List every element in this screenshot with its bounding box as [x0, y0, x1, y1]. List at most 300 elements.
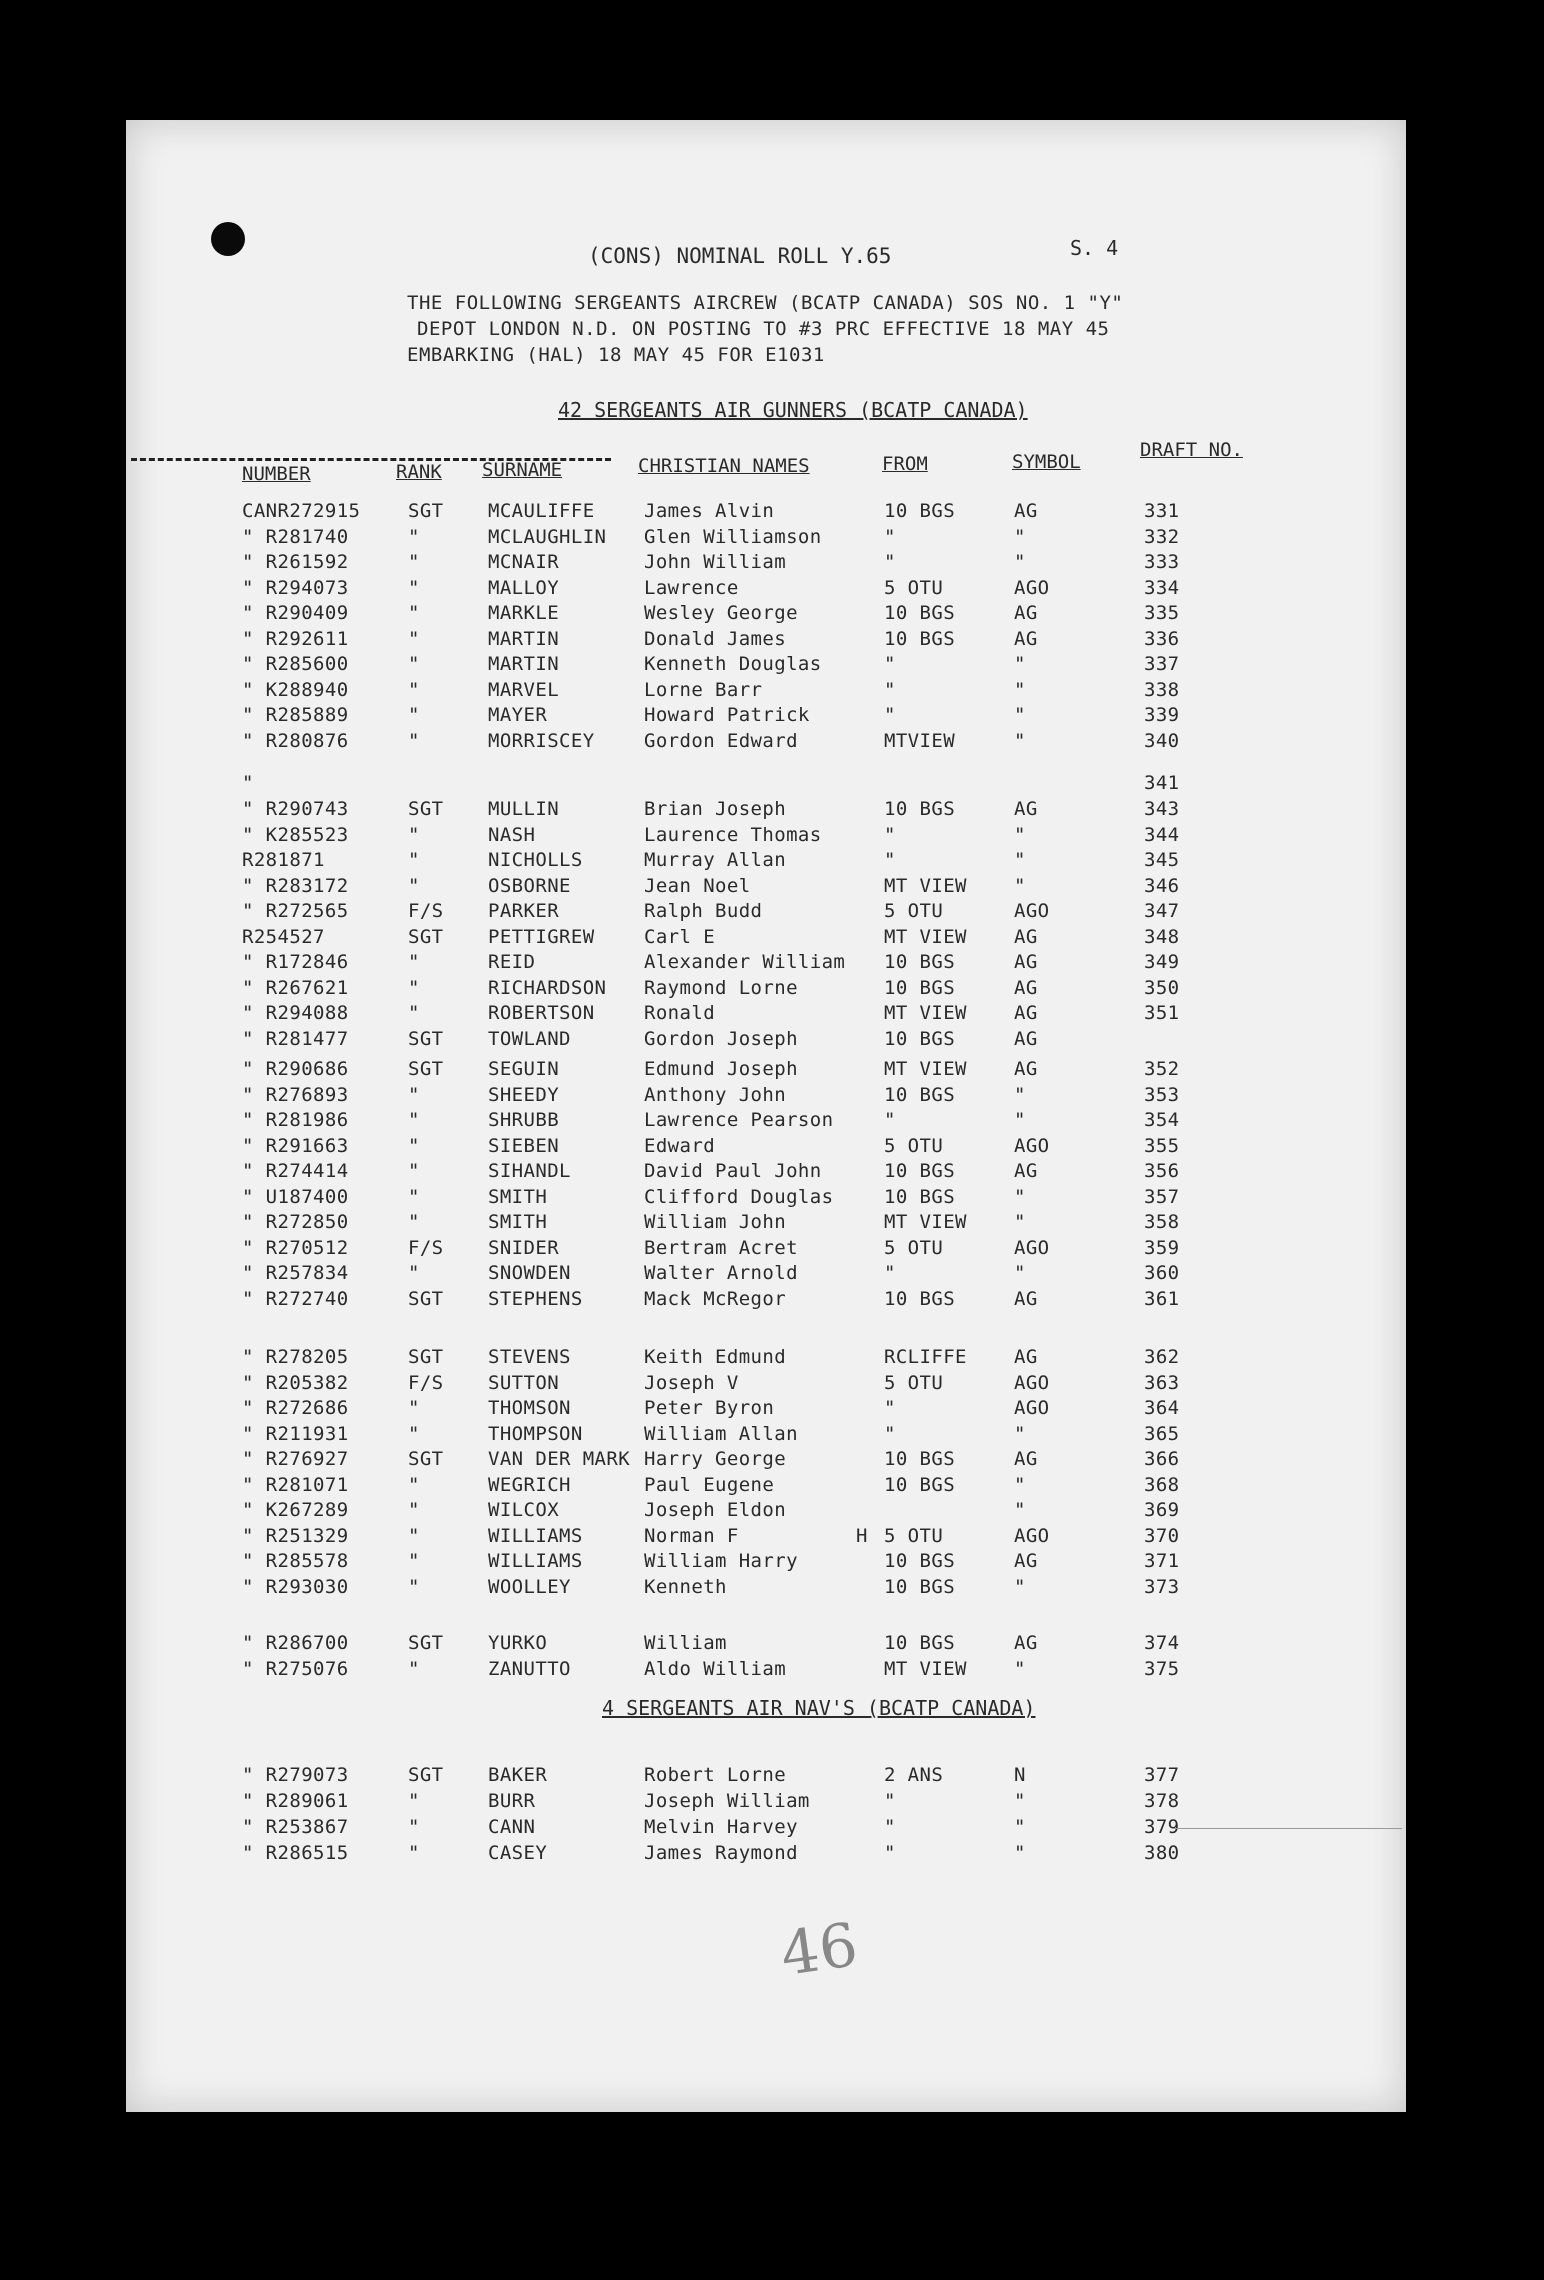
column-header-rank: RANK	[396, 461, 442, 483]
christian-names-cell: Anthony John	[644, 1083, 787, 1106]
table-row	[126, 653, 1406, 679]
christian-names-cell: Kenneth Douglas	[644, 653, 822, 675]
column-header-symbol: SYMBOL	[1012, 451, 1081, 473]
christian-names-cell: William John	[644, 1211, 787, 1233]
draft-number-cell: 379	[1144, 1816, 1180, 1838]
rank-cell: SGT	[408, 1058, 444, 1080]
christian-names-cell: Howard Patrick	[644, 704, 810, 726]
service-number-cell: " R274414	[242, 1160, 349, 1182]
draft-number-cell: 360	[1144, 1262, 1180, 1284]
rank-cell: "	[408, 576, 420, 599]
table-row	[126, 500, 1406, 526]
rank-cell: "	[408, 1473, 420, 1496]
posted-from-cell: "	[884, 1842, 896, 1864]
rank-cell: "	[408, 1083, 420, 1106]
christian-names-cell: Edmund Joseph	[644, 1058, 798, 1080]
symbol-cell: "	[1014, 823, 1026, 846]
rank-cell: "	[408, 1550, 420, 1572]
posted-from-cell: 5 OTU	[884, 1524, 944, 1547]
rank-cell: "	[408, 951, 420, 973]
table-row	[126, 1002, 1406, 1028]
symbol-cell: AG	[1014, 925, 1038, 948]
christian-names-cell: Peter Byron	[644, 1397, 775, 1419]
posted-from-cell: 10 BGS	[884, 602, 956, 624]
service-number-cell: " R278205	[242, 1346, 349, 1368]
surname-cell: SHRUBB	[488, 1109, 560, 1131]
table-row	[126, 1764, 1406, 1790]
christian-names-cell: Donald James	[644, 627, 787, 650]
rank-cell: "	[408, 874, 420, 897]
service-number-cell: " R290686	[242, 1058, 349, 1080]
surname-cell: SMITH	[488, 1185, 548, 1208]
symbol-cell: AG	[1014, 1160, 1038, 1182]
posted-from-cell: "	[884, 678, 896, 701]
christian-names-cell: Edward	[644, 1134, 716, 1157]
surname-cell: WOOLLEY	[488, 1575, 571, 1598]
draft-number-cell: 348	[1144, 925, 1180, 948]
draft-number-cell: 358	[1144, 1211, 1180, 1233]
draft-number-cell: 363	[1144, 1371, 1180, 1394]
table-row	[126, 1372, 1406, 1398]
column-header-from: FROM	[882, 453, 928, 475]
table-row	[126, 526, 1406, 552]
surname-cell: ZANUTTO	[488, 1658, 571, 1680]
table-row	[126, 704, 1406, 730]
service-number-cell: " R205382	[242, 1371, 349, 1394]
posted-from-cell: MT VIEW	[884, 925, 967, 948]
christian-names-cell: Murray Allan	[644, 849, 787, 871]
draft-number-cell: 343	[1144, 798, 1180, 820]
surname-cell: NASH	[488, 823, 536, 846]
christian-names-cell: Paul Eugene	[644, 1473, 775, 1496]
service-number-cell: " R289061	[242, 1790, 349, 1812]
posted-from-cell: 2 ANS	[884, 1764, 944, 1786]
surname-cell: MARTIN	[488, 653, 560, 675]
symbol-cell: AG	[1014, 602, 1038, 624]
christian-names-cell: Gordon Edward	[644, 729, 798, 752]
christian-names-cell: Mack McRegor	[644, 1287, 787, 1310]
table-row	[126, 824, 1406, 850]
christian-names-cell: Lawrence	[644, 576, 739, 599]
service-number-cell: " R267621	[242, 976, 349, 999]
christian-names-cell: Brian Joseph	[644, 798, 787, 820]
rank-cell: SGT	[408, 500, 444, 522]
service-number-cell: " R272565	[242, 900, 349, 922]
table-row	[126, 679, 1406, 705]
draft-number-cell: 369	[1144, 1499, 1180, 1521]
surname-cell: MALLOY	[488, 576, 560, 599]
posted-from-cell: MTVIEW	[884, 729, 956, 752]
symbol-cell: "	[1014, 551, 1026, 573]
table-row	[126, 772, 1406, 798]
christian-names-cell: William Harry	[644, 1550, 798, 1572]
posted-from-cell: MT VIEW	[884, 1211, 967, 1233]
christian-names-cell: Lorne Barr	[644, 678, 763, 701]
christian-names-cell: Aldo William	[644, 1658, 787, 1680]
draft-number-cell: 341	[1144, 772, 1180, 794]
surname-cell: MCAULIFFE	[488, 500, 595, 522]
service-number-cell: " R211931	[242, 1422, 349, 1445]
service-number-cell: " R257834	[242, 1262, 349, 1284]
christian-names-cell: James Raymond	[644, 1842, 798, 1864]
service-number-cell: " R283172	[242, 874, 349, 897]
surname-cell: BURR	[488, 1790, 536, 1812]
surname-cell: OSBORNE	[488, 874, 571, 897]
surname-cell: PETTIGREW	[488, 925, 595, 948]
christian-names-cell: Alexander William	[644, 951, 846, 973]
posted-from-cell: "	[884, 1816, 896, 1838]
symbol-cell: "	[1014, 1658, 1026, 1680]
table-row	[126, 1058, 1406, 1084]
draft-number-cell: 347	[1144, 900, 1180, 922]
draft-number-cell: 334	[1144, 576, 1180, 599]
service-number-cell: " R285889	[242, 704, 349, 726]
rank-cell: "	[408, 678, 420, 701]
posted-from-cell: 10 BGS	[884, 1287, 956, 1310]
surname-cell: WEGRICH	[488, 1473, 571, 1496]
service-number-cell: " R281477	[242, 1027, 349, 1050]
surname-cell: REID	[488, 951, 536, 973]
posted-from-cell: "	[884, 849, 896, 871]
symbol-cell: AG	[1014, 1346, 1038, 1368]
service-number-cell: " R276927	[242, 1448, 349, 1470]
christian-names-cell: Robert Lorne	[644, 1764, 787, 1786]
christian-names-cell: Joseph V	[644, 1371, 739, 1394]
posted-from-cell: "	[884, 1262, 896, 1284]
christian-names-cell: Laurence Thomas	[644, 823, 822, 846]
service-number-cell: " R272850	[242, 1211, 349, 1233]
section-title-air-gunners: 42 SERGEANTS AIR GUNNERS (BCATP CANADA)	[558, 398, 1028, 422]
posted-from-cell: 10 BGS	[884, 976, 956, 999]
posted-from-cell: "	[884, 525, 896, 548]
symbol-cell: AG	[1014, 500, 1038, 522]
draft-number-cell: 340	[1144, 729, 1180, 752]
draft-number-cell: 377	[1144, 1764, 1180, 1786]
surname-cell: SIHANDL	[488, 1160, 571, 1182]
symbol-cell: AG	[1014, 1448, 1038, 1470]
draft-number-cell: 338	[1144, 678, 1180, 701]
rank-cell: F/S	[408, 1371, 444, 1394]
column-header-draft-no: DRAFT NO.	[1140, 439, 1243, 461]
table-row	[126, 1262, 1406, 1288]
service-number-cell: " R286700	[242, 1632, 349, 1654]
christian-names-cell: David Paul John	[644, 1160, 822, 1182]
symbol-cell: "	[1014, 1422, 1026, 1445]
symbol-cell: "	[1014, 525, 1026, 548]
posted-from-cell: "	[884, 1109, 896, 1131]
table-row	[126, 1346, 1406, 1372]
posted-from-cell: "	[884, 823, 896, 846]
surname-cell: SNOWDEN	[488, 1262, 571, 1284]
table-row	[126, 1658, 1406, 1684]
rank-cell: SGT	[408, 925, 444, 948]
rank-cell: F/S	[408, 1236, 444, 1259]
posted-from-cell: RCLIFFE	[884, 1346, 967, 1368]
draft-number-cell: 373	[1144, 1575, 1180, 1598]
christian-names-cell: Bertram Acret	[644, 1236, 798, 1259]
page-reference: S. 4	[1070, 236, 1119, 260]
rank-cell: "	[408, 1658, 420, 1680]
rank-cell: "	[408, 1134, 420, 1157]
rank-cell: "	[408, 1109, 420, 1131]
service-number-cell: " R270512	[242, 1236, 349, 1259]
symbol-cell: AGO	[1014, 576, 1050, 599]
symbol-cell: AG	[1014, 1027, 1038, 1050]
symbol-cell: AG	[1014, 627, 1038, 650]
table-row	[126, 1499, 1406, 1525]
christian-names-cell: Joseph William	[644, 1790, 810, 1812]
service-number-cell: "	[242, 772, 254, 794]
surname-cell: CASEY	[488, 1842, 548, 1864]
column-header-christian-names: CHRISTIAN NAMES	[638, 455, 810, 477]
symbol-cell: AG	[1014, 1287, 1038, 1310]
symbol-cell: AG	[1014, 1550, 1038, 1572]
draft-number-cell: 333	[1144, 551, 1180, 573]
pencil-rule	[1172, 1828, 1402, 1829]
rank-cell: "	[408, 1185, 420, 1208]
draft-number-cell: 368	[1144, 1473, 1180, 1496]
table-row	[126, 1397, 1406, 1423]
posted-from-cell: "	[884, 1422, 896, 1445]
surname-cell: SIEBEN	[488, 1134, 560, 1157]
symbol-cell: AG	[1014, 1632, 1038, 1654]
table-row	[126, 628, 1406, 654]
symbol-cell: "	[1014, 1185, 1026, 1208]
service-number-cell: " R272686	[242, 1397, 349, 1419]
service-number-cell: " R276893	[242, 1083, 349, 1106]
surname-cell: MCLAUGHLIN	[488, 525, 607, 548]
handwritten-note: 46	[776, 1910, 862, 1990]
posted-from-cell: 10 BGS	[884, 1632, 956, 1654]
table-row	[126, 1288, 1406, 1314]
rank-cell: "	[408, 551, 420, 573]
christian-names-cell: Joseph Eldon	[644, 1499, 787, 1521]
surname-cell: WILLIAMS	[488, 1550, 583, 1572]
rank-cell: "	[408, 1524, 420, 1547]
rank-cell: "	[408, 1790, 420, 1812]
surname-cell: WILLIAMS	[488, 1524, 583, 1547]
rank-cell: "	[408, 823, 420, 846]
draft-number-cell: 353	[1144, 1083, 1180, 1106]
draft-number-cell: 346	[1144, 874, 1180, 897]
draft-number-cell: 344	[1144, 823, 1180, 846]
table-row	[126, 1211, 1406, 1237]
symbol-cell: "	[1014, 1211, 1026, 1233]
service-number-cell: CANR272915	[242, 500, 361, 522]
christian-names-cell: William Allan	[644, 1422, 798, 1445]
symbol-cell: "	[1014, 1816, 1026, 1838]
surname-cell: THOMPSON	[488, 1422, 583, 1445]
posted-from-cell: "	[884, 704, 896, 726]
table-row	[126, 1474, 1406, 1500]
symbol-cell: "	[1014, 678, 1026, 701]
christian-names-cell: Raymond Lorne	[644, 976, 798, 999]
symbol-cell: "	[1014, 1083, 1026, 1106]
table-row	[126, 1448, 1406, 1474]
rank-cell: "	[408, 1816, 420, 1838]
intro-line-3: EMBARKING (HAL) 18 MAY 45 FOR E1031	[407, 344, 825, 366]
surname-cell: MCNAIR	[488, 551, 560, 573]
posted-from-cell: 10 BGS	[884, 1448, 956, 1470]
rank-cell: "	[408, 1262, 420, 1284]
rank-cell: "	[408, 602, 420, 624]
surname-cell: NICHOLLS	[488, 849, 583, 871]
rank-cell: "	[408, 729, 420, 752]
rank-cell: SGT	[408, 1287, 444, 1310]
table-row	[126, 1084, 1406, 1110]
draft-number-cell: 351	[1144, 1002, 1180, 1024]
surname-cell: THOMSON	[488, 1397, 571, 1419]
table-row	[126, 1109, 1406, 1135]
intro-line-2: DEPOT LONDON N.D. ON POSTING TO #3 PRC EFFECTIVE 18 MAY 45	[417, 318, 1110, 340]
christian-names-cell: Ralph Budd	[644, 900, 763, 922]
symbol-cell: "	[1014, 1473, 1026, 1496]
rank-cell: "	[408, 976, 420, 999]
draft-number-cell: 355	[1144, 1134, 1180, 1157]
symbol-cell: "	[1014, 1499, 1026, 1521]
service-number-cell: " R279073	[242, 1764, 349, 1786]
christian-names-cell: Ronald	[644, 1002, 716, 1024]
symbol-cell: AG	[1014, 951, 1038, 973]
posted-from-cell: 5 OTU	[884, 1371, 944, 1394]
service-number-cell: " R286515	[242, 1842, 349, 1864]
posted-from-cell: 10 BGS	[884, 1550, 956, 1572]
posted-from-cell: 10 BGS	[884, 627, 956, 650]
rank-cell: "	[408, 627, 420, 650]
posted-from-cell: 5 OTU	[884, 1236, 944, 1259]
surname-cell: SMITH	[488, 1211, 548, 1233]
draft-number-cell: 375	[1144, 1658, 1180, 1680]
rank-cell: "	[408, 1499, 420, 1521]
symbol-cell: "	[1014, 729, 1026, 752]
christian-names-cell: Kenneth	[644, 1575, 727, 1598]
symbol-cell: AGO	[1014, 1524, 1050, 1547]
surname-cell: TOWLAND	[488, 1027, 571, 1050]
surname-cell: MARTIN	[488, 627, 560, 650]
rank-cell: "	[408, 849, 420, 871]
surname-cell: ROBERTSON	[488, 1002, 595, 1024]
draft-number-cell: 354	[1144, 1109, 1180, 1131]
symbol-cell: AG	[1014, 798, 1038, 820]
surname-cell: SEGUIN	[488, 1058, 560, 1080]
table-row	[126, 1423, 1406, 1449]
symbol-cell: "	[1014, 1109, 1026, 1131]
posted-from-cell: 5 OTU	[884, 900, 944, 922]
rank-cell: SGT	[408, 1027, 444, 1050]
draft-number-cell: 332	[1144, 525, 1180, 548]
symbol-cell: "	[1014, 1262, 1026, 1284]
table-row	[126, 1790, 1406, 1816]
surname-cell: CANN	[488, 1816, 536, 1838]
table-row	[126, 1186, 1406, 1212]
service-number-cell: " R294073	[242, 576, 349, 599]
posted-from-cell: "	[884, 1397, 896, 1419]
christian-names-cell: Clifford Douglas	[644, 1185, 834, 1208]
posted-from-cell: 10 BGS	[884, 1083, 956, 1106]
symbol-cell: "	[1014, 653, 1026, 675]
table-row	[126, 1525, 1406, 1551]
symbol-cell: AG	[1014, 1002, 1038, 1024]
table-row	[126, 551, 1406, 577]
rank-cell: "	[408, 1397, 420, 1419]
draft-number-cell: 361	[1144, 1287, 1180, 1310]
posted-from-cell: 10 BGS	[884, 1473, 956, 1496]
surname-cell: WILCOX	[488, 1499, 560, 1521]
table-row	[126, 730, 1406, 756]
surname-cell: VAN DER MARK	[488, 1448, 631, 1470]
table-row	[126, 900, 1406, 926]
draft-number-cell: 365	[1144, 1422, 1180, 1445]
table-row	[126, 926, 1406, 952]
service-number-cell: " R290743	[242, 798, 349, 820]
rank-cell: "	[408, 525, 420, 548]
symbol-cell: "	[1014, 1575, 1026, 1598]
draft-number-cell: 356	[1144, 1160, 1180, 1182]
service-number-cell: " R290409	[242, 602, 349, 624]
posted-from-cell: MT VIEW	[884, 874, 967, 897]
draft-number-cell: 350	[1144, 976, 1180, 999]
rank-cell: SGT	[408, 798, 444, 820]
posted-from-cell: 10 BGS	[884, 1160, 956, 1182]
symbol-cell: AGO	[1014, 900, 1050, 922]
draft-number-cell: 378	[1144, 1790, 1180, 1812]
surname-cell: MORRISCEY	[488, 729, 595, 752]
table-row	[126, 1632, 1406, 1658]
rank-cell: "	[408, 1842, 420, 1864]
rank-cell: "	[408, 653, 420, 675]
posted-from-cell: 5 OTU	[884, 1134, 944, 1157]
service-number-cell: R281871	[242, 849, 325, 871]
christian-names-cell: Carl E	[644, 925, 716, 948]
table-row	[126, 1550, 1406, 1576]
christian-names-cell: Harry George	[644, 1448, 787, 1470]
surname-cell: YURKO	[488, 1632, 548, 1654]
service-number-cell: " R281071	[242, 1473, 349, 1496]
table-row	[126, 1576, 1406, 1602]
service-number-cell: " R292611	[242, 627, 349, 650]
draft-number-cell: 349	[1144, 951, 1180, 973]
posted-from-cell: 10 BGS	[884, 500, 956, 522]
table-row	[126, 577, 1406, 603]
symbol-cell: N	[1014, 1764, 1026, 1786]
symbol-cell: "	[1014, 1790, 1026, 1812]
symbol-cell: AGO	[1014, 1134, 1050, 1157]
rank-cell: "	[408, 704, 420, 726]
section-title-air-navs: 4 SERGEANTS AIR NAV'S (BCATP CANADA)	[602, 1696, 1036, 1720]
service-number-cell: " R275076	[242, 1658, 349, 1680]
surname-cell: RICHARDSON	[488, 976, 607, 999]
surname-cell: SNIDER	[488, 1236, 560, 1259]
service-number-cell: " K267289	[242, 1499, 349, 1521]
symbol-cell: "	[1014, 849, 1026, 871]
draft-number-cell: 337	[1144, 653, 1180, 675]
symbol-cell: AGO	[1014, 1371, 1050, 1394]
surname-cell: MARKLE	[488, 602, 560, 624]
service-number-cell: R254527	[242, 925, 325, 948]
christian-names-cell: Keith Edmund	[644, 1346, 787, 1368]
posted-from-cell: "	[884, 653, 896, 675]
table-row	[126, 1160, 1406, 1186]
rank-cell: SGT	[408, 1632, 444, 1654]
column-header-surname: SURNAME	[482, 459, 563, 481]
margin-mark-cell: H	[856, 1524, 868, 1547]
posted-from-cell: 10 BGS	[884, 798, 956, 820]
posted-from-cell: "	[884, 1790, 896, 1812]
surname-cell: MULLIN	[488, 798, 560, 820]
draft-number-cell: 364	[1144, 1397, 1180, 1419]
posted-from-cell: 10 BGS	[884, 1185, 956, 1208]
surname-cell: SHEEDY	[488, 1083, 560, 1106]
